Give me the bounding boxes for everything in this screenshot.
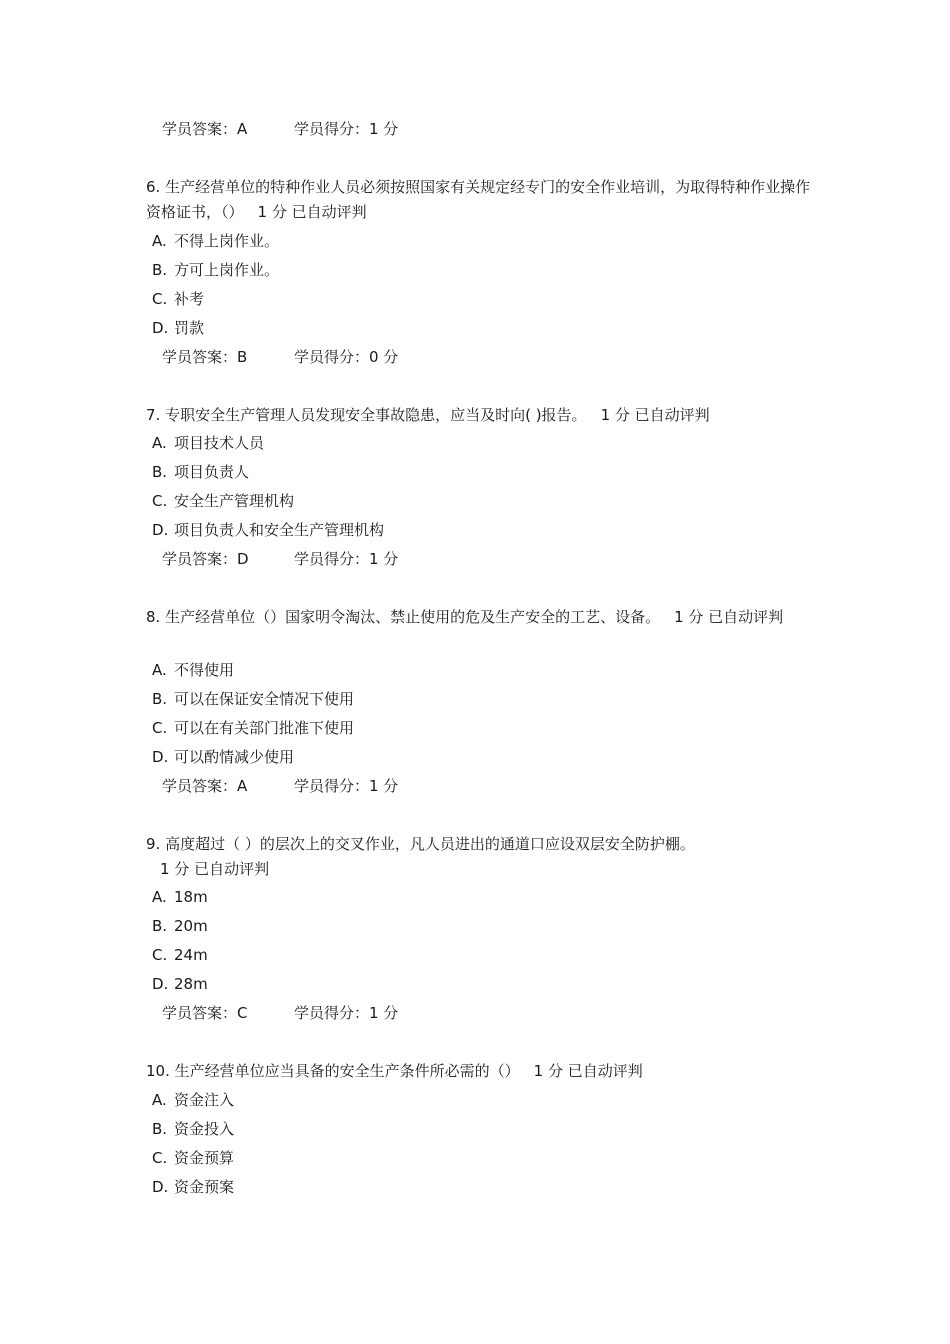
student-answer: 学员答案：A xyxy=(162,777,248,795)
option-letter: C. xyxy=(152,290,168,308)
option-a xyxy=(152,659,234,681)
question-meta: 1 分 已自动评判 xyxy=(533,1062,643,1080)
option-letter: B. xyxy=(152,917,168,935)
option-letter: B. xyxy=(152,690,168,708)
option-text: 可以在有关部门批准下使用 xyxy=(174,719,355,737)
option-letter: D. xyxy=(152,748,169,766)
option-c xyxy=(152,717,354,739)
option-text: 补考 xyxy=(174,290,205,308)
answer-line xyxy=(162,1002,399,1024)
option-b xyxy=(152,915,208,937)
option-text: 可以在保证安全情况下使用 xyxy=(174,690,355,708)
option-text: 项目技术人员 xyxy=(174,434,265,452)
option-text: 24m xyxy=(174,946,208,964)
option-text: 18m xyxy=(174,888,208,906)
option-text: 资金注入 xyxy=(174,1091,235,1109)
answer-line xyxy=(162,118,399,140)
question-meta: 1 分 已自动评判 xyxy=(674,608,784,626)
option-b xyxy=(152,259,279,281)
option-text: 安全生产管理机构 xyxy=(174,492,295,510)
student-score: 学员得分：1 分 xyxy=(294,1004,399,1022)
option-letter: A. xyxy=(152,434,167,452)
question-6-text xyxy=(146,175,816,225)
option-letter: C. xyxy=(152,1149,168,1167)
option-text: 20m xyxy=(174,917,208,935)
option-c xyxy=(152,288,204,310)
option-c xyxy=(152,1147,234,1169)
option-d xyxy=(152,519,384,541)
option-letter: B. xyxy=(152,1120,168,1138)
option-text: 28m xyxy=(174,975,208,993)
option-d xyxy=(152,746,294,768)
student-answer: 学员答案：D xyxy=(162,550,249,568)
answer-line xyxy=(162,548,399,570)
option-a xyxy=(152,230,279,252)
option-text: 项目负责人 xyxy=(174,463,250,481)
option-b xyxy=(152,688,354,710)
option-letter: B. xyxy=(152,261,168,279)
option-letter: A. xyxy=(152,661,167,679)
question-meta: 1 分 已自动评判 xyxy=(160,860,270,878)
question-stem: 6. 生产经营单位的特种作业人员必须按照国家有关规定经专门的安全作业培训，为取得特种作业操作资格证书，（） xyxy=(146,178,811,221)
answer-line xyxy=(162,775,399,797)
option-letter: A. xyxy=(152,888,167,906)
option-text: 项目负责人和安全生产管理机构 xyxy=(174,521,385,539)
option-c xyxy=(152,944,208,966)
question-stem: 9. 高度超过（ ）的层次上的交叉作业，凡人员进出的通道口应设双层安全防护棚。 xyxy=(146,835,695,853)
option-letter: A. xyxy=(152,1091,167,1109)
question-stem: 8. 生产经营单位（）国家明令淘汰、禁止使用的危及生产安全的工艺、设备。 xyxy=(146,608,661,626)
option-d xyxy=(152,973,208,995)
option-text: 方可上岗作业。 xyxy=(174,261,280,279)
question-8-text xyxy=(146,605,816,630)
question-7-text xyxy=(146,403,816,428)
student-score: 学员得分：1 分 xyxy=(294,777,399,795)
option-letter: C. xyxy=(152,946,168,964)
option-text: 罚款 xyxy=(174,319,205,337)
option-letter: C. xyxy=(152,492,168,510)
question-meta: 1 分 已自动评判 xyxy=(600,406,710,424)
student-score: 学员得分：1 分 xyxy=(294,120,399,138)
option-letter: A. xyxy=(152,232,167,250)
option-c xyxy=(152,490,294,512)
student-answer: 学员答案：B xyxy=(162,348,248,366)
option-b xyxy=(152,461,249,483)
student-answer: 学员答案：A xyxy=(162,120,248,138)
option-text: 不得使用 xyxy=(174,661,235,679)
option-d xyxy=(152,1176,234,1198)
student-score: 学员得分：0 分 xyxy=(294,348,399,366)
question-10-text xyxy=(146,1059,816,1084)
option-letter: D. xyxy=(152,975,169,993)
option-letter: D. xyxy=(152,319,169,337)
student-answer: 学员答案：C xyxy=(162,1004,248,1022)
question-9-text xyxy=(146,832,816,882)
option-text: 资金预算 xyxy=(174,1149,235,1167)
option-d xyxy=(152,317,204,339)
option-a xyxy=(152,432,264,454)
option-b xyxy=(152,1118,234,1140)
question-meta: 1 分 已自动评判 xyxy=(257,203,367,221)
student-score: 学员得分：1 分 xyxy=(294,550,399,568)
option-a xyxy=(152,1089,234,1111)
option-text: 资金投入 xyxy=(174,1120,235,1138)
option-letter: D. xyxy=(152,1178,169,1196)
question-stem: 10. 生产经营单位应当具备的安全生产条件所必需的（） xyxy=(146,1062,520,1080)
option-letter: D. xyxy=(152,521,169,539)
option-letter: B. xyxy=(152,463,168,481)
option-text: 可以酌情减少使用 xyxy=(174,748,295,766)
question-stem: 7. 专职安全生产管理人员发现安全事故隐患，应当及时向( )报告。 xyxy=(146,406,587,424)
option-text: 资金预案 xyxy=(174,1178,235,1196)
option-text: 不得上岗作业。 xyxy=(174,232,280,250)
option-letter: C. xyxy=(152,719,168,737)
option-a xyxy=(152,886,208,908)
answer-line xyxy=(162,346,399,368)
